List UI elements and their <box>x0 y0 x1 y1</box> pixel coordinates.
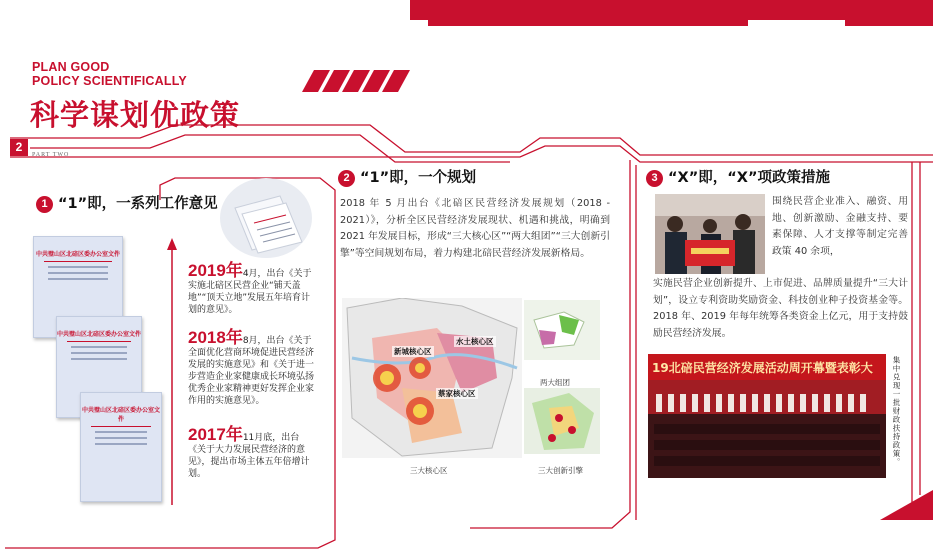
section3-badge: 3 <box>646 170 663 187</box>
document-text-line <box>95 431 147 433</box>
event-banner-text: 19北碚民营经济发展活动周开幕暨表彰大 <box>652 361 873 375</box>
document-text-line <box>95 437 147 439</box>
english-title-line2: POLICY SCIENTIFICALLY <box>32 74 187 88</box>
section3-body-top: 围绕民营企业准入、融资、用地、创新激励、金融支持、要素保障、人才支撑等制定完善政策 40 余项， <box>772 196 908 257</box>
document-text-line <box>71 358 127 360</box>
timeline-year: 2018年 <box>188 328 243 347</box>
innovation-engine-map-art <box>524 388 600 454</box>
award-photo-art <box>655 194 765 274</box>
document-cover-title: 中共璧山区北碚区委办公室文件 <box>57 331 142 338</box>
event-photo <box>648 354 886 478</box>
timeline-text: 4月，出台《关于实施北碚区民营企业“铺天盖地”“顶天立地”发展五年培育计划的意见》。 <box>188 269 312 315</box>
section2-body: 2018 年 5 月出台《北碚区民营经济发展规划（2018 - 2021）》，分析全区民营经济发展现状、机遇和挑战，明确到 2021 年发展目标，形成“三大核心区”“两大组团”“三大创新引擎”等空间规划布局，着力构建北碚民营经济发展新格局。 <box>340 198 610 259</box>
section3-heading-text: “X”即，“X”项政策措施 <box>668 170 830 186</box>
section2-heading-text: “1”即，一个规划 <box>360 170 477 186</box>
section1-badge: 1 <box>36 196 53 213</box>
timeline-text: 8月，出台《关于全面优化营商环境促进民营经济发展的实施意见》和《关于进一步营造企业家健康成长环境弘扬优秀企业家精神更好发挥企业家作用的实施意见》。 <box>188 336 315 406</box>
map-label-xincheng: 新城核心区 <box>394 347 432 356</box>
timeline-item-2019 <box>188 261 316 316</box>
core-area-map <box>342 298 522 458</box>
map-caption-core: 三大核心区 <box>410 466 448 475</box>
event-photo-caption: 集中兑现一批财政扶持政策。 <box>892 356 901 467</box>
document-text-line <box>71 346 127 348</box>
timeline-year: 2017年 <box>188 425 243 444</box>
section2-badge: 2 <box>338 170 355 187</box>
document-text-line <box>48 272 108 274</box>
document-divider <box>44 261 112 262</box>
part-label: PART TWO <box>32 152 70 158</box>
document-cover-3 <box>80 392 162 502</box>
map-caption-engine: 三大创新引擎 <box>538 466 583 475</box>
document-text-line <box>48 278 108 280</box>
timeline-text: 11月底，出台《关于大力发展民营经济的意见》，提出市场主体五年倍增计划。 <box>188 433 310 479</box>
document-text-line <box>48 266 108 268</box>
page-title: 科学谋划优政策 <box>30 98 241 132</box>
english-title <box>32 60 187 88</box>
english-title-line1: PLAN GOOD <box>32 60 110 74</box>
documents-photo <box>220 178 312 258</box>
timeline-item-2017 <box>188 425 316 480</box>
document-divider <box>91 426 151 427</box>
section2-heading <box>338 166 476 187</box>
document-cover-title: 中共璧山区北碚区委办公室文件 <box>35 251 120 258</box>
document-cover-title: 中共璧山区北碚区委办公室文件 <box>81 407 160 423</box>
documents-photo-art <box>220 178 312 258</box>
cluster-map <box>524 300 600 360</box>
map-caption-cluster: 两大组团 <box>540 378 570 387</box>
map-label-shuitu: 水土核心区 <box>456 337 494 346</box>
timeline-year: 2019年 <box>188 261 243 280</box>
section1-heading-text: “1”即，一系列工作意见 <box>58 196 218 212</box>
innovation-engine-map <box>524 388 600 454</box>
map-label-caijia: 蔡家核心区 <box>438 389 476 398</box>
document-text-line <box>95 443 147 445</box>
document-text-line <box>71 352 127 354</box>
timeline-item-2018 <box>188 328 316 407</box>
core-area-map-art <box>342 298 522 458</box>
cluster-map-art <box>524 300 600 360</box>
section3-heading <box>646 166 830 187</box>
award-photo <box>655 194 765 274</box>
document-divider <box>67 341 131 342</box>
part-number-badge: 2 <box>10 139 28 156</box>
section1-heading <box>36 192 218 213</box>
section3-body-rest: 实施民营企业创新提升、上市促进、品牌质量提升“三大计划”，设立专利资助奖励资金、科技创业种子投资基金等。2018 年、2019 年每年统筹各类资金上亿元，用于支持鼓励民营经济发展。 <box>653 278 908 339</box>
